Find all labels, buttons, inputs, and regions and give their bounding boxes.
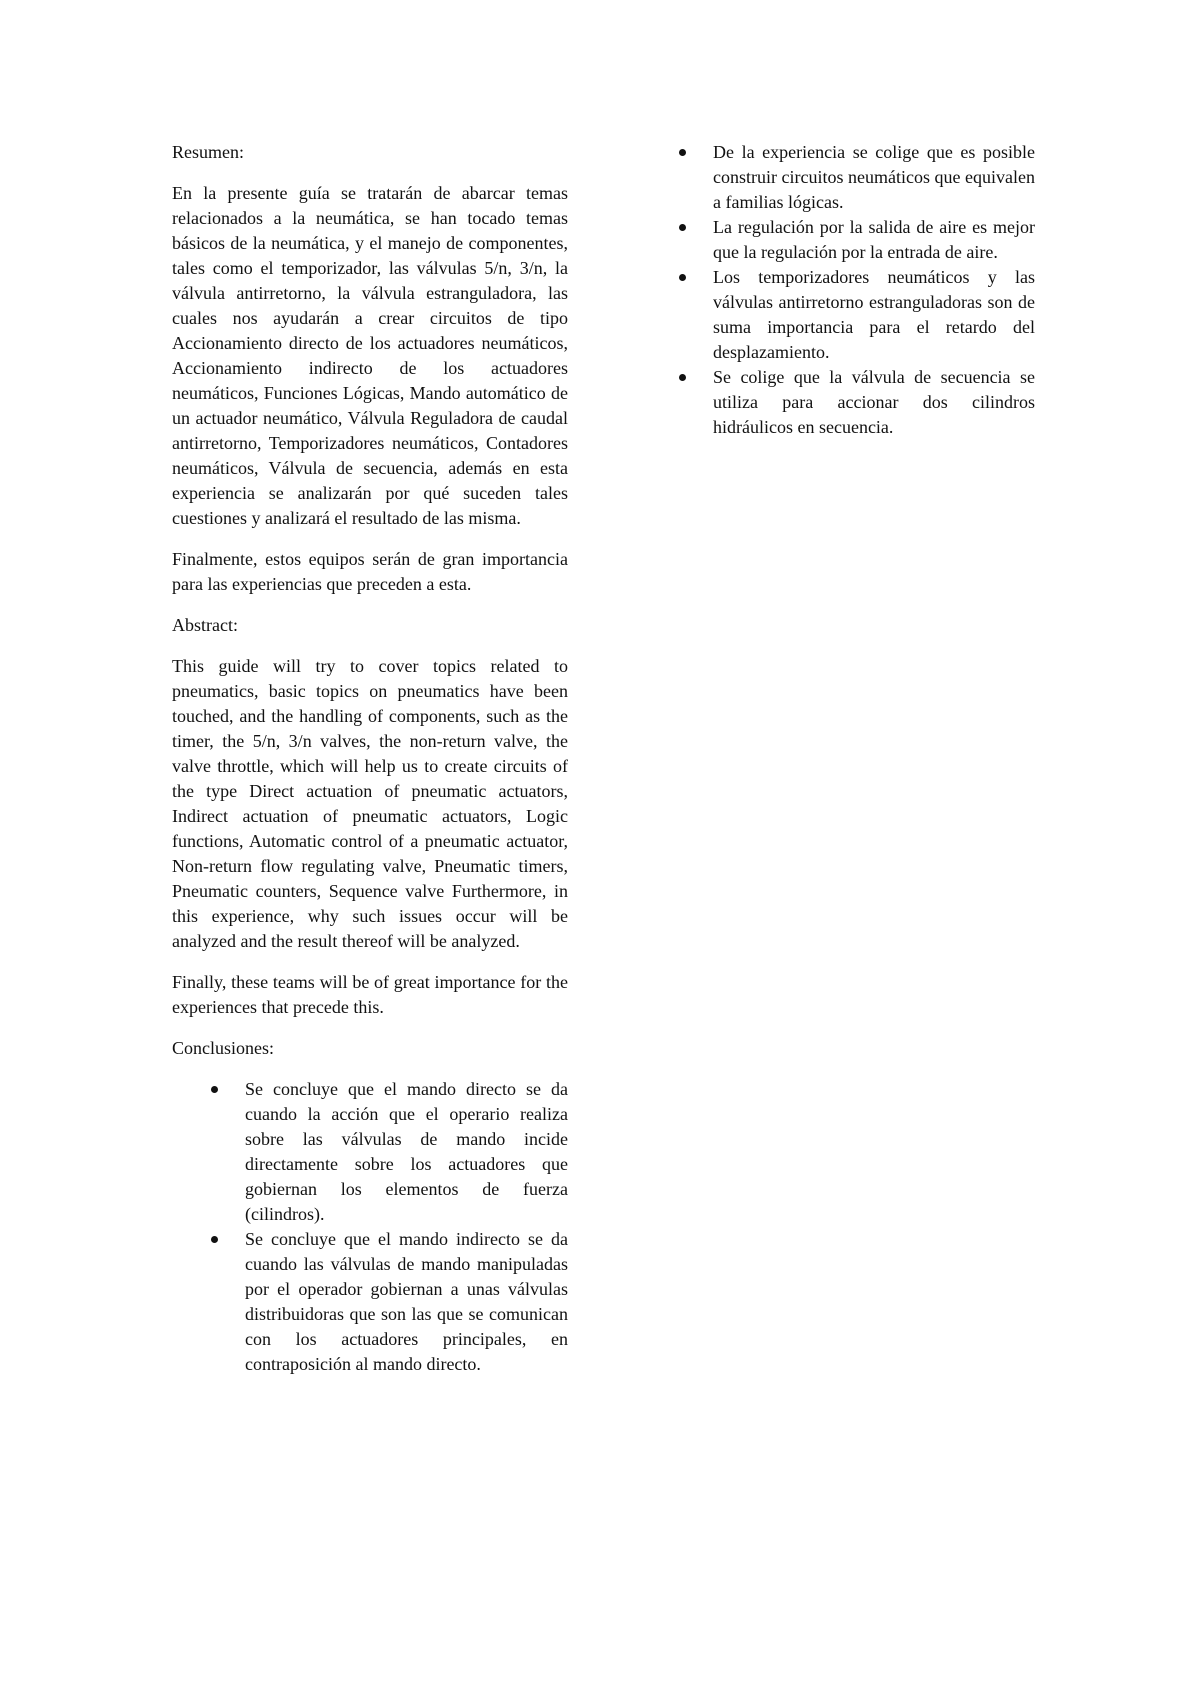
bullet-icon <box>211 1086 218 1093</box>
conclusion-item-text: De la experiencia se colige que es posible construir circuitos neumáticos que equivalen a familias lógicas. <box>713 142 1035 212</box>
bullet-icon <box>211 1236 218 1243</box>
abstract-paragraph-2: Finally, these teams will be of great importance for the experiences that precede this. <box>172 972 568 1017</box>
conclusion-item <box>713 215 1035 265</box>
bullet-icon <box>679 274 686 281</box>
conclusion-item-text: La regulación por la salida de aire es mejor que la regulación por la entrada de aire. <box>713 217 1035 262</box>
conclusiones-heading: Conclusiones: <box>172 1038 274 1058</box>
bullet-icon <box>679 374 686 381</box>
abstract-paragraph-1: This guide will try to cover topics related to pneumatics, basic topics on pneumatics have been touched, and the handling of components, such as the timer, the 5/n, 3/n valves, the non-return valve, the valve throttle, which will help us to create circuits of the type Direct actuation of pneumatic actuators, Indirect actuation of pneumatic actuators, Logic functions, Automatic control of a pneumatic actuator, Non-return flow regulating valve, Pneumatic timers, Pneumatic counters, Sequence valve Furthermore, in this experience, why such issues occur will be analyzed and the result thereof will be analyzed. <box>172 656 568 951</box>
left-column <box>172 140 568 1377</box>
resumen-paragraph-1: En la presente guía se tratarán de abarcar temas relacionados a la neumática, se han tocado temas básicos de la neumática, y el manejo de componentes, tales como el temporizador, las válvulas 5/n, 3/n, la válvula antirretorno, la válvula estranguladora, las cuales nos ayudarán a crear circuitos de tipo Accionamiento directo de los actuadores neumáticos, Accionamiento indirecto de los actuadores neumáticos, Funciones Lógicas, Mando automático de un actuador neumático, Válvula Reguladora de caudal antirretorno, Temporizadores neumáticos, Contadores neumáticos, Válvula de secuencia, además en esta experiencia se analizarán por qué suceden tales cuestiones y analizará el resultado de las misma. <box>172 183 568 528</box>
conclusion-item <box>713 265 1035 365</box>
conclusions-list <box>172 1077 568 1377</box>
conclusion-item-text: Los temporizadores neumáticos y las válvulas antirretorno estranguladoras son de suma importancia para el retardo del desplazamiento. <box>713 267 1035 362</box>
conclusion-item-text: Se concluye que el mando indirecto se da cuando las válvulas de mando manipuladas por el operador gobiernan a unas válvulas distribuidoras que son las que se comunican con los actuadores principales, en contraposición al mando directo. <box>245 1229 568 1374</box>
conclusion-item <box>245 1227 568 1377</box>
conclusion-item <box>713 140 1035 215</box>
conclusion-item-text: Se concluye que el mando directo se da cuando la acción que el operario realiza sobre las válvulas de mando incide directamente sobre los actuadores que gobiernan los elementos de fuerza (cilindros). <box>245 1079 568 1224</box>
right-conclusions-list <box>713 140 1035 440</box>
conclusion-item-text: Se colige que la válvula de secuencia se utiliza para accionar dos cilindros hidráulicos en secuencia. <box>713 367 1035 437</box>
resumen-heading: Resumen: <box>172 142 244 162</box>
bullet-icon <box>679 224 686 231</box>
bullet-icon <box>679 149 686 156</box>
abstract-heading: Abstract: <box>172 615 238 635</box>
conclusion-item <box>245 1077 568 1227</box>
resumen-paragraph-2: Finalmente, estos equipos serán de gran importancia para las experiencias que preceden a esta. <box>172 549 568 594</box>
right-column <box>713 140 1035 440</box>
conclusion-item <box>713 365 1035 440</box>
